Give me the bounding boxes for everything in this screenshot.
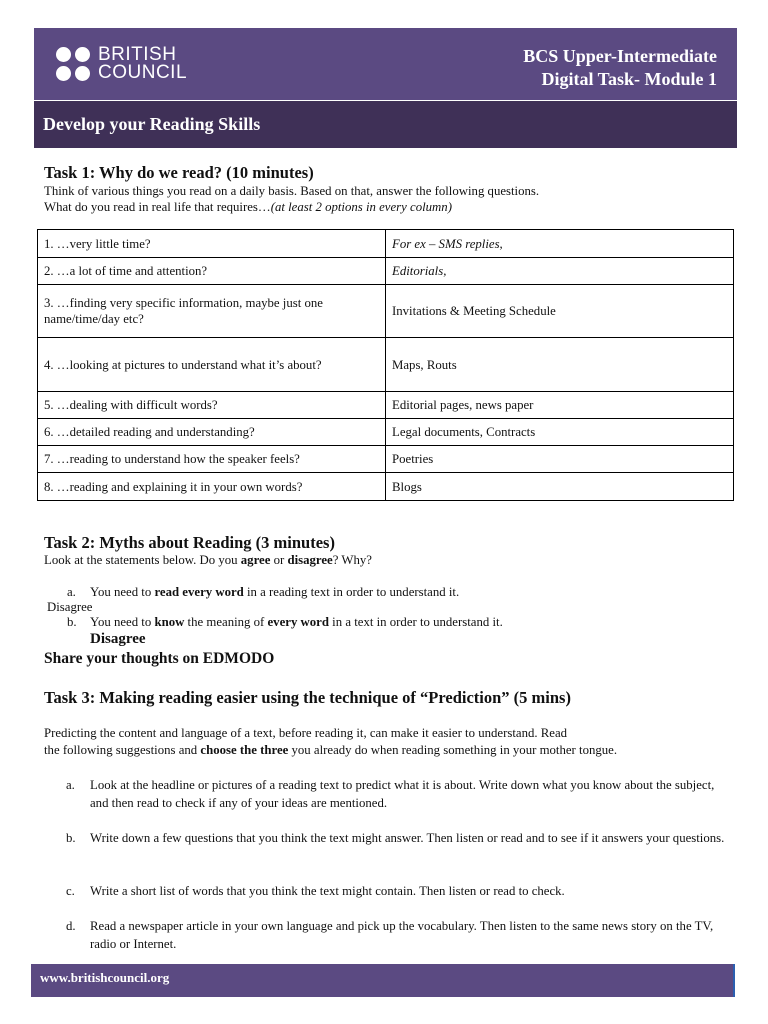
task3-instruction-1: the following suggestions and <box>44 743 201 757</box>
list-item-text: Look at the headline or pictures of a reading text to predict what it is about. Write down what you know about the subject, and then read to check if any of your ideas are mentioned. <box>90 778 715 810</box>
list-item <box>66 918 726 953</box>
module-label: Digital Task- Module 1 <box>541 69 717 89</box>
table-row <box>38 258 734 285</box>
task1-intro: Think of various things you read on a daily basis. Based on that, answer the following questions. <box>44 184 540 198</box>
task3-instruction-bold: choose the three <box>200 743 289 757</box>
section-banner <box>34 101 737 148</box>
answer-cell[interactable] <box>386 230 734 258</box>
list-item-text: Read a newspaper article in your own language and pick up the vocabulary. Then listen to the same news story on the TV, radio or Internet. <box>90 919 714 951</box>
list-item <box>66 777 726 812</box>
myth-b <box>67 614 503 630</box>
task2-intro-1: Look at the statements below. Do you <box>44 553 241 567</box>
myth-b-1: You need to <box>90 615 155 629</box>
logo-line2: COUNCIL <box>98 62 188 83</box>
british-council-logo <box>56 46 187 82</box>
answer-cell[interactable]: Poetries <box>386 446 734 473</box>
list-item <box>66 883 726 901</box>
list-item-text: Write down a few questions that you think the text might answer. Then listen or read and to see if it answers your questions. <box>90 831 725 845</box>
task1-instruction-note: (at least 2 options in every column) <box>270 200 452 214</box>
myth-a-2: read every word <box>154 585 244 599</box>
myth-a-1: You need to <box>90 585 155 599</box>
table-row <box>38 446 734 473</box>
logo-dots-icon <box>56 47 90 81</box>
myth-a-answer[interactable]: Disagree <box>47 600 93 614</box>
table-row <box>38 338 734 392</box>
list-marker: b. <box>66 831 76 845</box>
myth-b-marker: b. <box>67 615 77 629</box>
course-level: BCS Upper-Intermediate <box>523 46 717 66</box>
answer-cell[interactable]: Editorial pages, news paper <box>386 392 734 419</box>
share-edmodo: Share your thoughts on EDMODO <box>44 650 275 667</box>
question-cell: 5. …dealing with difficult words? <box>38 392 386 419</box>
list-marker: c. <box>66 884 75 898</box>
answer-cell[interactable] <box>386 258 734 285</box>
myth-b-4: every word <box>267 615 329 629</box>
answer-cell[interactable]: Invitations & Meeting Schedule <box>386 285 734 338</box>
footer-banner <box>31 964 735 997</box>
question-cell: 7. …reading to understand how the speaker feels? <box>38 446 386 473</box>
table-row <box>38 392 734 419</box>
question-cell: 1. …very little time? <box>38 230 386 258</box>
course-title <box>523 45 717 91</box>
table-row <box>38 285 734 338</box>
task2-intro-3: ? Why? <box>332 553 372 567</box>
task3-intro: Predicting the content and language of a text, before reading it, can make it easier to understand. Read <box>44 726 568 740</box>
question-cell: 8. …reading and explaining it in your own words? <box>38 473 386 501</box>
question-cell: 2. …a lot of time and attention? <box>38 258 386 285</box>
task2-title: Task 2: Myths about Reading (3 minutes) <box>44 533 335 552</box>
task2-intro-agree: agree <box>240 553 271 567</box>
myth-b-3: the meaning of <box>184 615 268 629</box>
answer-cell[interactable]: Blogs <box>386 473 734 501</box>
answer-cell[interactable]: Legal documents, Contracts <box>386 419 734 446</box>
task3-instruction-2: you already do when reading something in your mother tongue. <box>288 743 618 757</box>
task2-intro <box>44 552 372 568</box>
logo-line1: BRITISH <box>98 44 177 65</box>
answer-text: Editorials, <box>392 264 447 278</box>
table-row <box>38 230 734 258</box>
task1-title: Task 1: Why do we read? (10 minutes) <box>44 163 314 182</box>
list-marker: d. <box>66 919 76 933</box>
myth-b-2: know <box>154 615 185 629</box>
list-item-text: Write a short list of words that you think the text might contain. Then listen or read to check. <box>90 884 565 898</box>
task3-instruction <box>44 742 617 758</box>
answer-cell[interactable]: Maps, Routs <box>386 338 734 392</box>
list-marker: a. <box>66 778 75 792</box>
answer-example: For ex – SMS replies, <box>392 236 503 251</box>
question-cell: 6. …detailed reading and understanding? <box>38 419 386 446</box>
table-row <box>38 419 734 446</box>
myth-b-answer[interactable]: Disagree <box>90 631 146 647</box>
section-title: Develop your Reading Skills <box>43 114 261 134</box>
question-cell: 3. …finding very specific information, maybe just one name/time/day etc? <box>38 285 386 338</box>
task1-instruction-main: What do you read in real life that requires… <box>44 200 271 214</box>
task1-instruction <box>44 199 452 215</box>
task1-table <box>37 229 734 501</box>
myth-b-5: in a text in order to understand it. <box>328 615 503 629</box>
myth-a <box>67 584 459 600</box>
myth-a-marker: a. <box>67 585 76 599</box>
myth-a-3: in a reading text in order to understand it. <box>243 585 460 599</box>
footer-url-link[interactable]: www.britishcouncil.org <box>40 970 170 985</box>
header-banner <box>34 28 737 100</box>
list-item <box>66 830 726 848</box>
task2-intro-2: or <box>270 553 288 567</box>
table-row <box>38 473 734 501</box>
question-cell: 4. …looking at pictures to understand what it’s about? <box>38 338 386 392</box>
task3-title: Task 3: Making reading easier using the technique of “Prediction” (5 mins) <box>44 688 571 707</box>
task2-intro-disagree: disagree <box>287 553 333 567</box>
